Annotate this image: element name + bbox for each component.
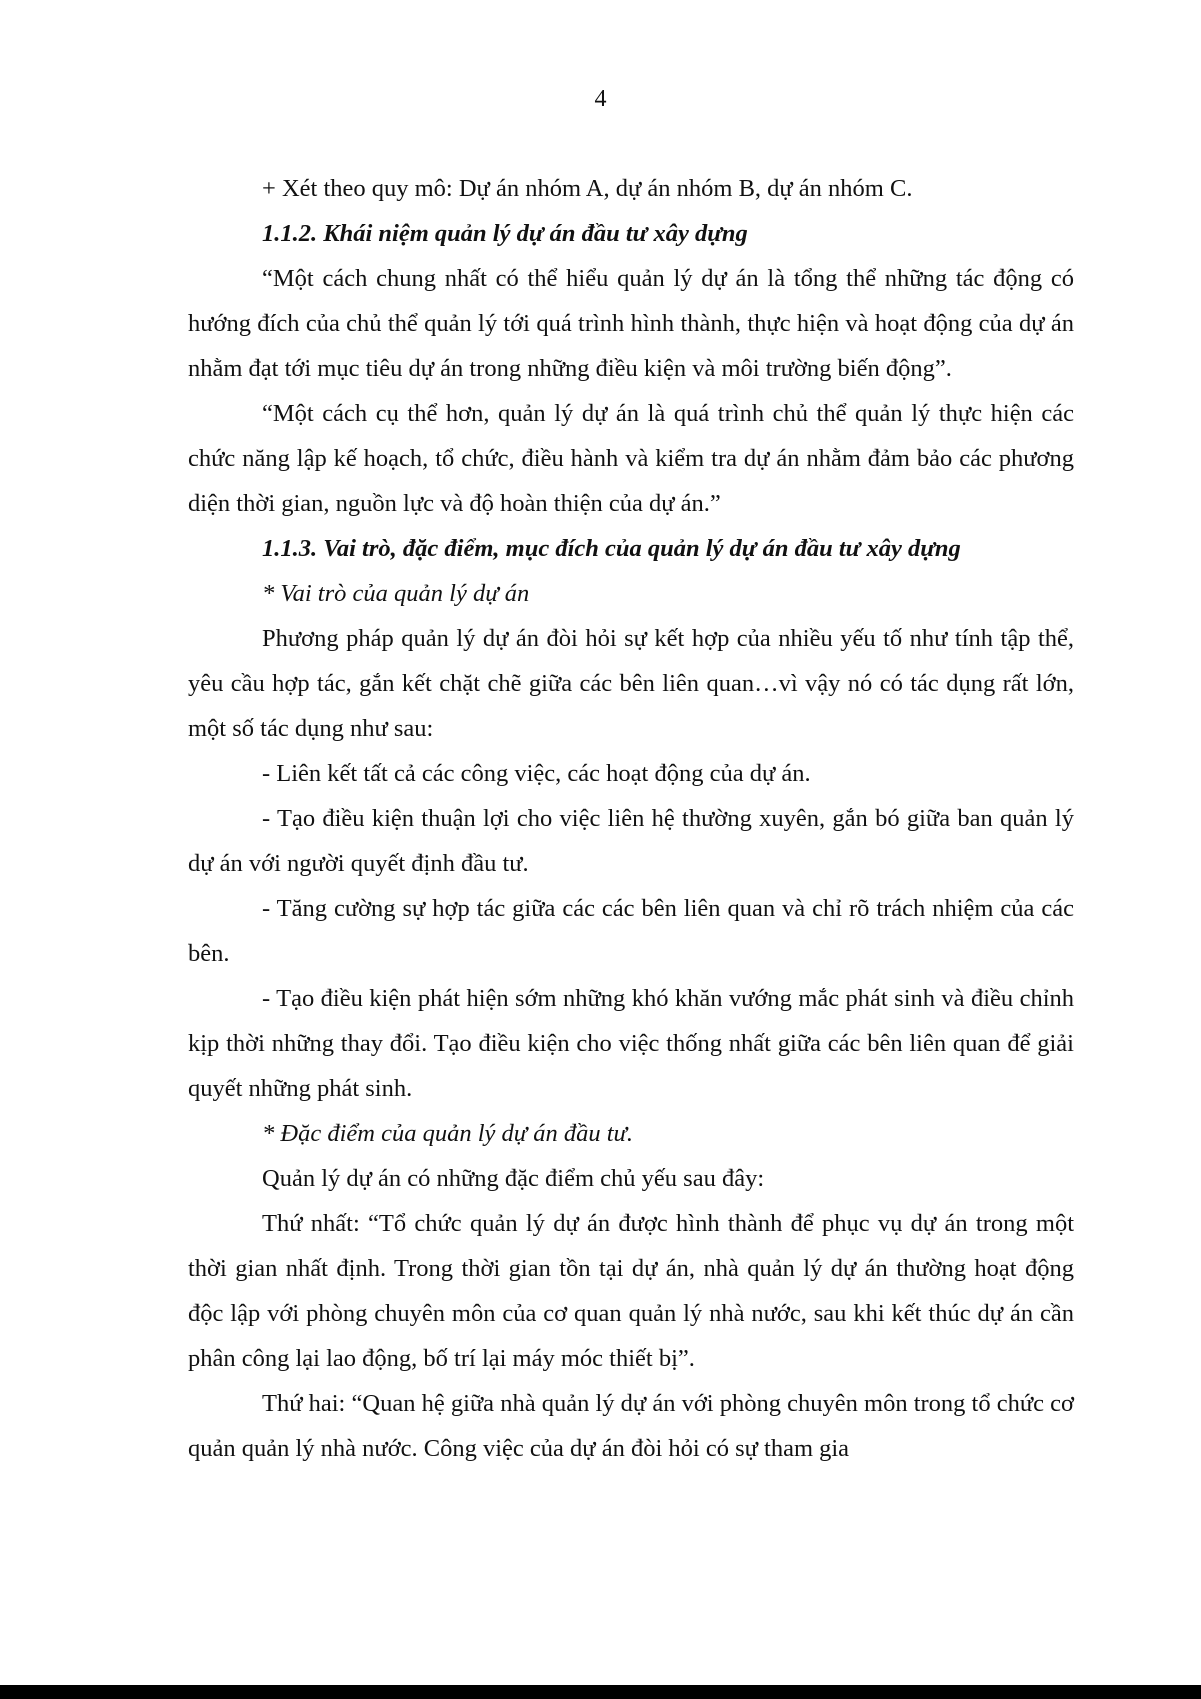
bullet-early-detection: - Tạo điều kiện phát hiện sớm những khó khăn vướng mắc phát sinh và điều chỉnh kịp thời những thay đổi. Tạo điều kiện cho việc thống nhất giữa các bên liên quan để giải quyết những phát sinh. [188,985,1074,1102]
page-bottom-edge [0,1685,1201,1699]
paragraph-method: Phương pháp quản lý dự án đòi hỏi sự kết hợp của nhiều yếu tố như tính tập thể, yêu cầu hợp tác, gắn kết chặt chẽ giữa các bên liên quan…vì vậy nó có tác dụng rất lớn, một số tác dụng như sau: [188,625,1074,742]
heading-1-1-3: 1.1.3. Vai trò, đặc điểm, mục đích của quản lý dự án đầu tư xây dựng [262,535,961,562]
paragraph-second: Thứ hai: “Quan hệ giữa nhà quản lý dự án với phòng chuyên môn trong tổ chức cơ quản quản lý nhà nước. Công việc của dự án đòi hỏi có sự tham gia [188,1390,1074,1462]
subheading-characteristics: * Đặc điểm của quản lý dự án đầu tư. [262,1120,634,1147]
page-number: 4 [594,86,607,112]
paragraph-first: Thứ nhất: “Tổ chức quản lý dự án được hình thành để phục vụ dự án trong một thời gian nhất định. Trong thời gian tồn tại dự án, nhà quản lý dự án thường hoạt động độc lập với phòng chuyên môn của cơ quan quản lý nhà nước, sau khi kết thúc dự án cần phân công lại lao động, bố trí lại máy móc thiết bị”. [188,1210,1074,1372]
paragraph-scale-classification: + Xét theo quy mô: Dự án nhóm A, dự án nhóm B, dự án nhóm C. [262,175,913,202]
document-body [188,166,1074,1471]
bullet-strengthen-cooperation: - Tăng cường sự hợp tác giữa các các bên liên quan và chỉ rõ trách nhiệm của các bên. [188,895,1074,967]
paragraph-characteristics-intro: Quản lý dự án có những đặc điểm chủ yếu sau đây: [262,1165,765,1192]
subheading-role: * Vai trò của quản lý dự án [262,580,530,607]
paragraph-specific-definition: “Một cách cụ thể hơn, quản lý dự án là quá trình chủ thể quản lý thực hiện các chức năng lập kế hoạch, tổ chức, điều hành và kiểm tra dự án nhằm đảm bảo các phương diện thời gian, nguồn lực và độ hoàn thiện của dự án.” [188,400,1074,517]
bullet-link-work: - Liên kết tất cả các công việc, các hoạt động của dự án. [262,760,811,787]
heading-1-1-2: 1.1.2. Khái niệm quản lý dự án đầu tư xây dựng [262,220,748,247]
bullet-favorable-conditions: - Tạo điều kiện thuận lợi cho việc liên hệ thường xuyên, gắn bó giữa ban quản lý dự án với người quyết định đầu tư. [188,805,1074,877]
paragraph-general-definition: “Một cách chung nhất có thể hiểu quản lý dự án là tổng thể những tác động có hướng đích của chủ thể quản lý tới quá trình hình thành, thực hiện và hoạt động của dự án nhằm đạt tới mục tiêu dự án trong những điều kiện và môi trường biến động”. [188,265,1074,382]
